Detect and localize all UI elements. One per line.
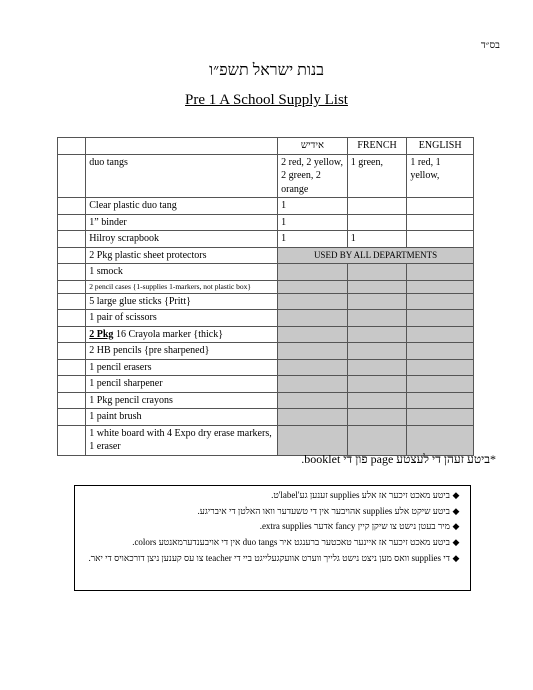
item-cell: 2 Pkg plastic sheet protectors [86, 247, 278, 264]
english-qty-cell: 1 red, 1 yellow, [407, 154, 474, 198]
yiddish-qty-cell: 1 [278, 214, 348, 231]
shaded-cell [278, 310, 348, 327]
diamond-bullet-icon: ◆ [452, 537, 460, 548]
shaded-cell [407, 343, 474, 360]
list-item [83, 506, 462, 518]
empty-cell [58, 198, 86, 215]
table-row [58, 343, 474, 360]
shaded-cell [407, 293, 474, 310]
empty-cell [58, 293, 86, 310]
item-cell: 1 pair of scissors [86, 310, 278, 327]
shared-note-cell: USED BY ALL DEPARTMENTS [278, 247, 474, 264]
shaded-cell [407, 359, 474, 376]
table-row [58, 359, 474, 376]
shaded-cell [278, 326, 348, 343]
table-row [58, 264, 474, 281]
shaded-cell [278, 343, 348, 360]
empty-cell [86, 138, 278, 155]
supply-table [57, 137, 474, 456]
table-row [58, 392, 474, 409]
notes-box [74, 485, 471, 591]
table-row [58, 154, 474, 198]
note-text: מיר בעטן נישט צו שיקן קיין fancy אדער extra supplies. [259, 521, 450, 532]
shaded-cell [347, 343, 407, 360]
table-row [58, 280, 474, 293]
shaded-cell [278, 425, 348, 455]
french-qty-cell [347, 198, 407, 215]
diamond-bullet-icon: ◆ [452, 490, 460, 500]
shaded-cell [278, 409, 348, 426]
item-cell: 1 smock [86, 264, 278, 281]
item-cell: 1” binder [86, 214, 278, 231]
list-item [83, 537, 462, 549]
list-item [83, 490, 462, 502]
shaded-cell [407, 392, 474, 409]
page-title: Pre 1 A School Supply List [185, 92, 348, 108]
item-cell: 1 Pkg pencil crayons [86, 392, 278, 409]
hebrew-title: בנות ישראל תשפ״ו [209, 62, 324, 79]
table-row [58, 247, 474, 264]
english-qty-cell [407, 198, 474, 215]
empty-cell [58, 247, 86, 264]
table-row [58, 214, 474, 231]
table-row [58, 198, 474, 215]
shaded-cell [278, 376, 348, 393]
empty-cell [58, 392, 86, 409]
empty-cell [58, 280, 86, 293]
item-cell: 1 pencil erasers [86, 359, 278, 376]
table-row [58, 409, 474, 426]
shaded-cell [407, 425, 474, 455]
yiddish-qty-cell: 1 [278, 231, 348, 248]
item-cell: 5 large glue sticks {Pritt} [86, 293, 278, 310]
empty-cell [58, 359, 86, 376]
shaded-cell [347, 264, 407, 281]
shaded-cell [278, 264, 348, 281]
list-item [83, 553, 462, 565]
shaded-cell [407, 310, 474, 327]
empty-cell [58, 138, 86, 155]
shaded-cell [347, 376, 407, 393]
booklet-note: *ביטע זעהן די לעצטע page פון די booklet. [301, 452, 496, 466]
item-cell [86, 326, 278, 343]
item-cell: Hilroy scrapbook [86, 231, 278, 248]
empty-cell [58, 310, 86, 327]
empty-cell [58, 343, 86, 360]
shaded-cell [278, 359, 348, 376]
shaded-cell [347, 409, 407, 426]
yiddish-qty-cell: 1 [278, 198, 348, 215]
shaded-cell [347, 310, 407, 327]
table-header-row [58, 138, 474, 155]
table-row [58, 376, 474, 393]
diamond-bullet-icon: ◆ [452, 505, 460, 516]
shaded-cell [347, 425, 407, 455]
column-header-yiddish: אידיש [278, 138, 348, 155]
shaded-cell [347, 280, 407, 293]
note-text: די supplies וואס מען ניצט נישט גלייך ווערט אוועקגעלייגט ביי די teacher צו עס קענען ניצן דורכאויס די יאר. [88, 552, 450, 563]
empty-cell [58, 425, 86, 455]
shaded-cell [347, 359, 407, 376]
shaded-cell [278, 280, 348, 293]
table-row [58, 293, 474, 310]
item-cell: 2 HB pencils {pre sharpened} [86, 343, 278, 360]
shaded-cell [347, 326, 407, 343]
item-cell: 1 paint brush [86, 409, 278, 426]
shaded-cell [407, 264, 474, 281]
item-cell: duo tangs [86, 154, 278, 198]
item-cell: 1 white board with 4 Expo dry erase markers, 1 eraser [86, 425, 278, 455]
empty-cell [58, 214, 86, 231]
shaded-cell [278, 293, 348, 310]
shaded-cell [407, 376, 474, 393]
shaded-cell [407, 326, 474, 343]
french-qty-cell: 1 [347, 231, 407, 248]
bsd-header: בס״ד [480, 40, 500, 51]
english-qty-cell [407, 214, 474, 231]
item-qty-bold: 2 Pkg [89, 328, 114, 340]
column-header-french: FRENCH [347, 138, 407, 155]
column-header-english: ENGLISH [407, 138, 474, 155]
diamond-bullet-icon: ◆ [452, 552, 460, 563]
item-cell: 1 pencil sharpener [86, 376, 278, 393]
empty-cell [58, 326, 86, 343]
table-row [58, 425, 474, 455]
shaded-cell [407, 280, 474, 293]
empty-cell [58, 154, 86, 198]
note-text: ביטע מאכט זיכער אז אלע supplies זענען גע'label'ט. [271, 490, 450, 500]
empty-cell [58, 264, 86, 281]
table-row [58, 310, 474, 327]
english-qty-cell [407, 231, 474, 248]
note-text: ביטע מאכט זיכער אז איינער טאכטער ברענגט איר duo tangs אין די אויבענדערמאנטע colors. [132, 537, 450, 548]
table-row [58, 231, 474, 248]
shaded-cell [347, 392, 407, 409]
item-cell: Clear plastic duo tang [86, 198, 278, 215]
yiddish-qty-cell: 2 red, 2 yellow, 2 green, 2 orange [278, 154, 348, 198]
item-cell: 2 pencil cases {1-supplies 1-markers, not plastic box} [86, 280, 278, 293]
shaded-cell [278, 392, 348, 409]
note-text: ביטע שיקט אלע supplies אהויבער אין די טשעדער וואו האלטן די איבריגע. [197, 505, 450, 516]
item-text: 16 Crayola marker {thick} [113, 328, 224, 340]
empty-cell [58, 409, 86, 426]
french-qty-cell [347, 214, 407, 231]
empty-cell [58, 376, 86, 393]
shaded-cell [347, 293, 407, 310]
list-item [83, 521, 462, 533]
french-qty-cell: 1 green, [347, 154, 407, 198]
diamond-bullet-icon: ◆ [452, 521, 460, 532]
table-row [58, 326, 474, 343]
empty-cell [58, 231, 86, 248]
shaded-cell [407, 409, 474, 426]
